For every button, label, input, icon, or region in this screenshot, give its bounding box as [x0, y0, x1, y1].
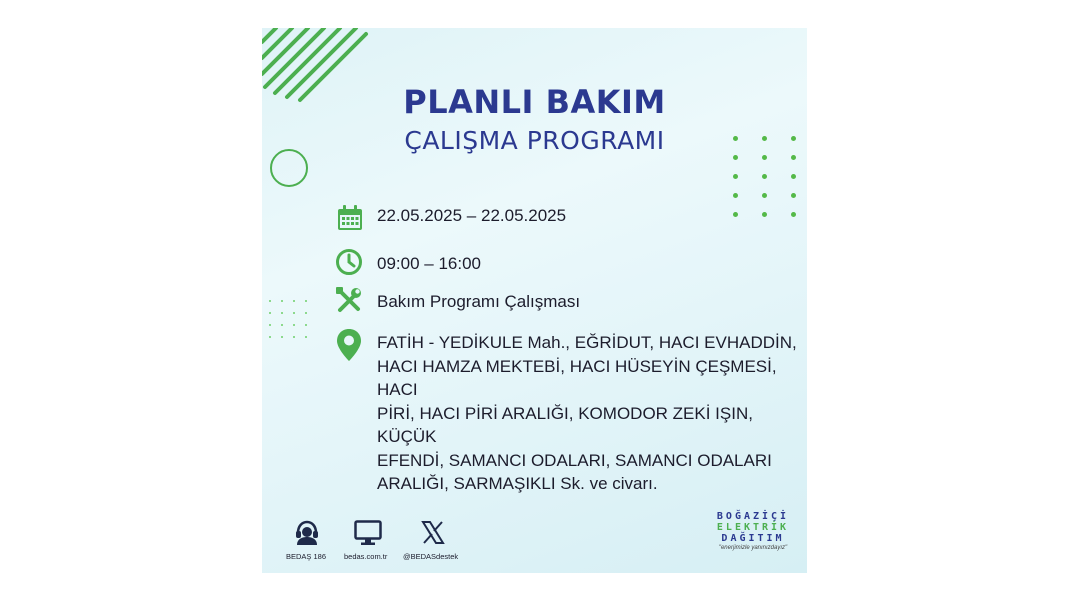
address-line: ARALIĞI, SARMAŞIKLI Sk. ve civarı. [377, 474, 658, 493]
page-subtitle: ÇALIŞMA PROGRAMI [404, 126, 665, 155]
location-pin-icon [336, 328, 362, 362]
logo-line-1: BOĞAZİÇİ [716, 511, 790, 522]
x-logo-icon [421, 521, 445, 544]
address-line: EFENDİ, SAMANCI ODALARI, SAMANCI ODALARI [377, 450, 772, 470]
logo-line-3: DAĞITIM [721, 533, 785, 544]
headset-icon [294, 520, 320, 546]
address-line: PİRİ, HACI PİRİ ARALIĞI, KOMODOR ZEKİ IŞIN, KÜÇÜK [377, 403, 753, 446]
address-line: HACI HAMZA MEKTEBİ, HACI HÜSEYİN ÇEŞMESİ, HACI [377, 356, 777, 399]
web-label: bedas.com.tr [344, 552, 388, 561]
logo-slogan: "enerjimizle yanınızdayız" [718, 545, 788, 551]
calendar-icon [336, 204, 364, 232]
date-range: 22.05.2025 – 22.05.2025 [377, 206, 567, 225]
address-line: FATİH - YEDİKULE Mah., EĞRİDUT, HACI EVHADDİN, [377, 333, 797, 352]
clock-icon [335, 248, 363, 276]
work-type: Bakım Programı Çalışması [377, 292, 581, 311]
small-dot-grid-decoration [269, 300, 309, 338]
address-text [377, 331, 802, 496]
social-label: @BEDASdestek [403, 552, 459, 561]
time-range: 09:00 – 16:00 [377, 254, 481, 273]
announcement-card [262, 28, 807, 573]
page-title: PLANLI BAKIM [403, 83, 666, 121]
company-logo [708, 511, 798, 551]
tools-icon [335, 286, 363, 314]
monitor-icon [354, 520, 382, 546]
logo-line-2: ELEKTRİK [716, 522, 790, 533]
phone-label: BEDAŞ 186 [286, 552, 327, 561]
